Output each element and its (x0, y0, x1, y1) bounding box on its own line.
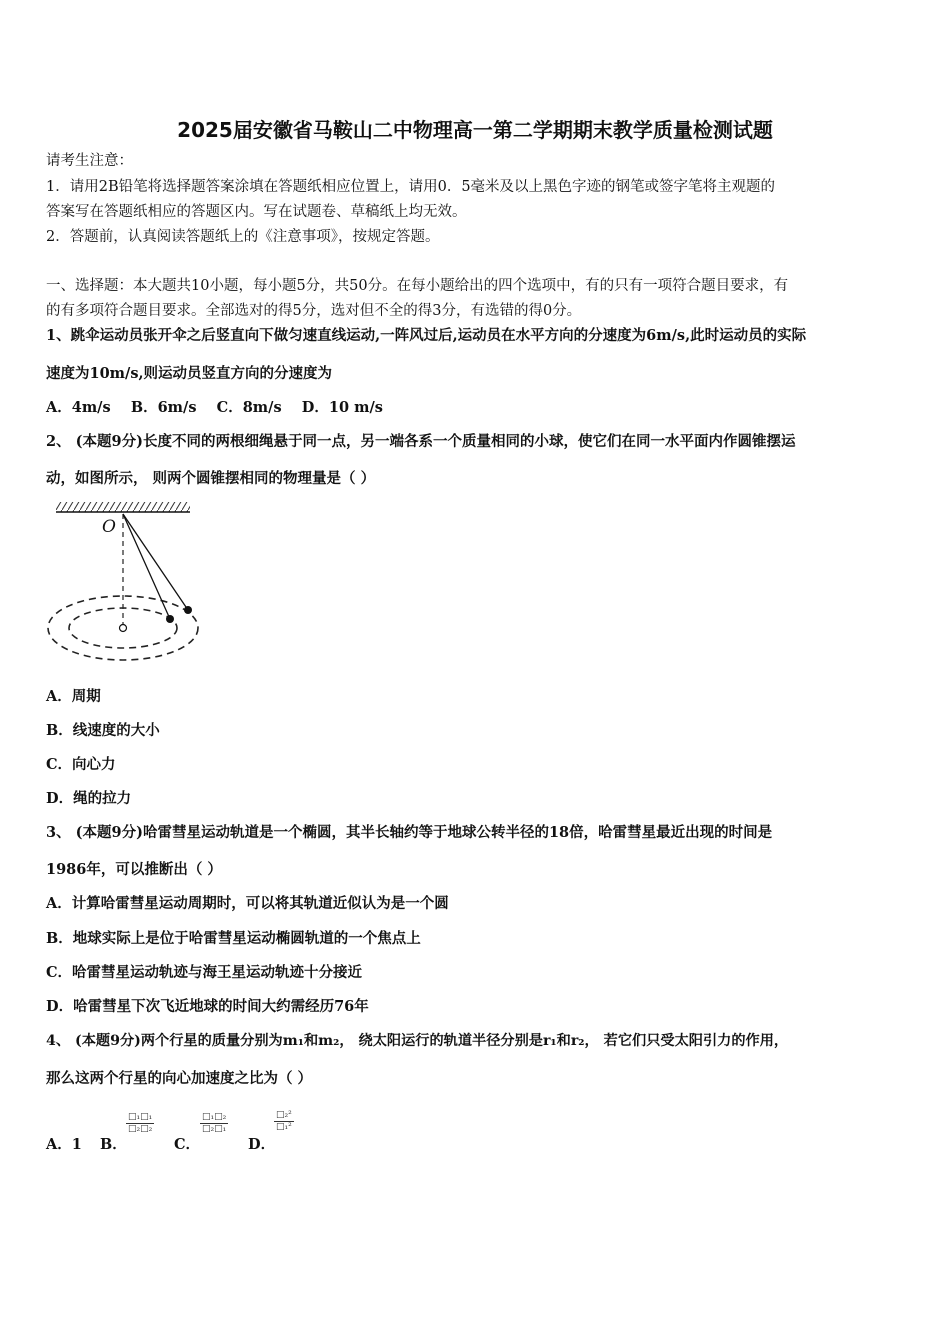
q2-stem-1: 2、 (本题9分)长度不同的两根细绳悬于同一点，另一端各系一个质量相同的小球，使它们在同一水平面内作圆锥摆运 (46, 433, 796, 450)
q2-option-c: C．向心力 (46, 756, 116, 773)
notice-line-1a: 1．请用2B铅笔将选择题答案涂填在答题纸相应位置上，请用0．5毫米及以上黑色字迹的钢笔或签字笔将主观题的 (46, 179, 776, 195)
notice-line-2: 2．答题前，认真阅读答题纸上的《注意事项》，按规定答题。 (46, 229, 440, 245)
q4-option-c: C． (174, 1136, 201, 1153)
q2-option-d: D．绳的拉力 (46, 790, 132, 807)
q3-stem-1: 3、 (本题9分)哈雷彗星运动轨道是一个椭圆，其半长轴约等于地球公转半径的18倍，哈雷彗星最近出现的时间是 (46, 824, 773, 841)
fraction-denominator: □₂□₁ (202, 1124, 227, 1134)
pivot-label-o: O (102, 517, 116, 537)
q3-option-c: C．哈雷彗星运动轨迹与海王星运动轨迹十分接近 (46, 964, 363, 981)
conical-pendulum-figure (44, 500, 204, 670)
q4-option-d: D． (248, 1136, 276, 1153)
orbit-center (120, 625, 127, 632)
ball-inner (166, 615, 174, 623)
q4-option-d-fraction (274, 1110, 294, 1133)
q2-option-b: B．线速度的大小 (46, 722, 160, 739)
q1-stem-1: 1、跳伞运动员张开伞之后竖直向下做匀速直线运动,一阵风过后,运动员在水平方向的分速度为6m/s,此时运动员的实际 (46, 327, 807, 344)
notice-line-1b: 答案写在答题纸相应的答题区内。写在试题卷、草稿纸上均无效。 (46, 204, 467, 220)
fraction-denominator: □₂□₂ (128, 1124, 153, 1134)
string-long (123, 514, 188, 610)
q1-stem-2: 速度为10m/s,则运动员竖直方向的分速度为 (46, 365, 333, 382)
q4-option-b: B． (100, 1136, 127, 1153)
q2-stem-2: 动，如图所示， 则两个圆锥摆相同的物理量是（ ） (46, 470, 376, 487)
q4-option-a: A．1 (46, 1136, 82, 1153)
fraction-numerator: □₁□₂ (202, 1112, 227, 1122)
q2-option-a: A．周期 (46, 688, 101, 705)
ball-outer (184, 606, 192, 614)
ceiling-hatch (56, 502, 190, 512)
q4-option-c-fraction (200, 1112, 228, 1135)
q4-stem-2: 那么这两个行星的向心加速度之比为（ ） (46, 1070, 313, 1087)
fraction-numerator: □₂² (276, 1110, 292, 1120)
q1-options: A．4m/s B．6m/s C．8m/s D．10 m/s (46, 399, 383, 416)
q4-stem-1: 4、 (本题9分)两个行星的质量分别为m₁和m₂， 绕太阳运行的轨道半径分别是r₁和r₂， 若它们只受太阳引力的作用， (46, 1033, 789, 1049)
page-title: 2025届安徽省马鞍山二中物理高一第二学期期末教学质量检测试题 (177, 118, 773, 142)
q3-option-b: B．地球实际上是位于哈雷彗星运动椭圆轨道的一个焦点上 (46, 930, 421, 947)
q4-option-b-fraction (126, 1112, 154, 1135)
string-short (123, 514, 170, 619)
fraction-numerator: □₁□₁ (128, 1112, 153, 1122)
q3-option-d: D．哈雷彗星下次飞近地球的时间大约需经历76年 (46, 998, 369, 1015)
fraction-denominator: □₁² (276, 1122, 292, 1132)
section-instruction-1: 一、选择题：本大题共10小题，每小题5分，共50分。在每小题给出的四个选项中，有的只有一项符合题目要求，有 (46, 278, 789, 294)
q3-stem-2: 1986年，可以推断出（ ） (46, 861, 222, 878)
section-instruction-2: 的有多项符合题目要求。全部选对的得5分，选对但不全的得3分，有选错的得0分。 (46, 303, 582, 319)
notice-heading: 请考生注意： (46, 153, 133, 169)
q3-option-a: A．计算哈雷彗星运动周期时，可以将其轨道近似认为是一个圆 (46, 895, 449, 912)
